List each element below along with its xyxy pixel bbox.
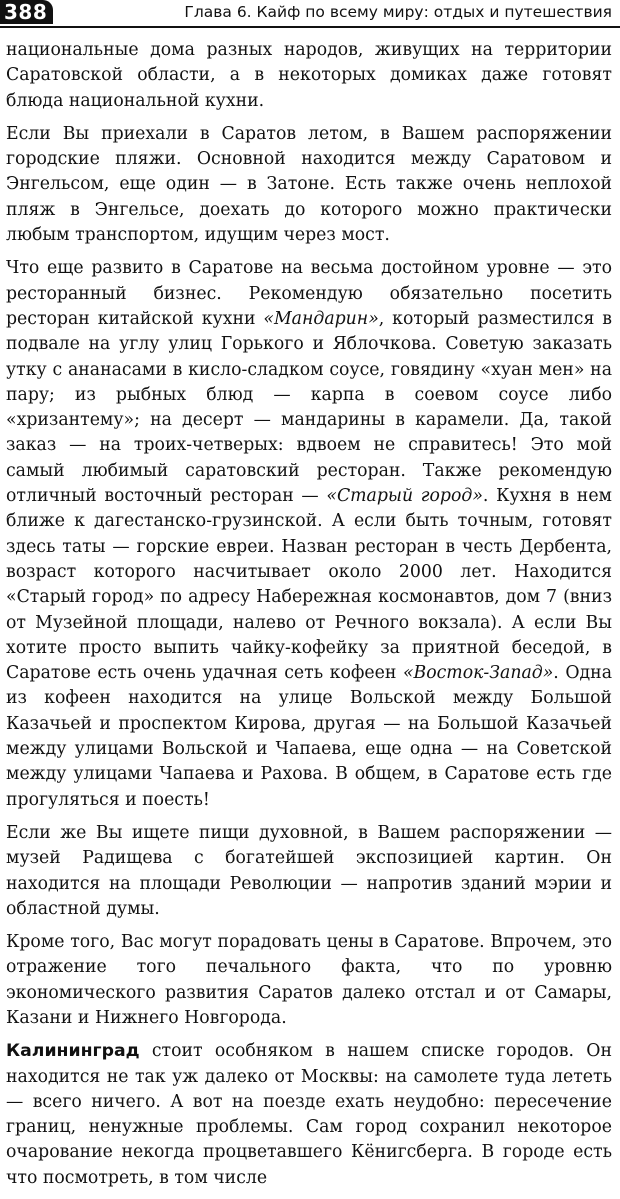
restaurant-name-mandarin: «Мандарин» — [263, 308, 379, 329]
paragraph-6 — [6, 1039, 612, 1191]
paragraph-3-text-3: . Кухня в нем ближе к дагестанско-грузинской. А если быть точным, готовят здесь таты — горские евреи. Назван ресторан в честь Дербента, возраст которого насчитывает около 2000 лет. Находится «Старый город» по адресу Набережная космонавтов, дом 7 (вниз от Музейной площади, налево от Речного вокзала). А если Вы хотите просто выпить чайку-кофейку за приятной беседой, в Саратове есть очень удачная сеть кофеен — [6, 486, 612, 684]
paragraph-2: Если Вы приехали в Саратов летом, в Вашем распоряжении городские пляжи. Основной находится между Саратовом и Энгельсом, еще один — в Затоне. Есть также очень неплохой пляж в Энгельсе, доехать до которого можно практически любым транспортом, идущим через мост. — [6, 123, 612, 246]
restaurant-name-stary-gorod: «Старый город» — [326, 486, 483, 507]
body-text — [6, 38, 612, 1199]
paragraph-3-text-1: Что еще развито в Саратове на весьма достойном уровне — это ресторанный бизнес. Рекомендую обязательно посетить ресторан китайской кухни — [6, 258, 612, 329]
paragraph-3 — [6, 256, 612, 813]
page-header — [0, 0, 620, 28]
paragraph-6-text-1: стоит особняком в нашем списке городов. Он находится не так уж далеко от Москвы: на самолете туда лететь — всего ничего. А вот на поезде ехать неудобно: пересечение границ, ненужные проблемы. Сам город сохранил некоторое очарование некогда процветавшего Кёнигсберга. В городе есть что посмотреть, в том числе — [6, 1041, 612, 1188]
cafe-name-vostok-zapad: «Восток-Запад» — [402, 663, 554, 684]
page-number: 388 — [0, 0, 53, 24]
paragraph-4: Если же Вы ищете пищи духовной, в Вашем распоряжении — музей Радищева с богатейшей экспозицией картин. Он находится на площади Революции — напротив зданий мэрии и областной думы. — [6, 822, 612, 919]
paragraph-1: национальные дома разных народов, живущих на территории Саратовской области, а в некоторых домиках даже готовят блюда национальной кухни. — [6, 40, 612, 111]
running-title: Глава 6. Кайф по всему миру: отдых и путешествия — [184, 3, 612, 21]
city-name-kaliningrad: Калининград — [6, 1041, 140, 1062]
paragraph-3-text-4: . Одна из кофеен находится на улице Вольской между Большой Казачьей и проспектом Кирова, другая — на Большой Казачьей между улицами Вольской и Чапаева, еще одна — на Советской между улицами Чапаева и Рахова. В общем, в Саратове есть где прогуляться и поесть! — [6, 663, 612, 810]
paragraph-3-text-2: , который разместился в подвале на углу улиц Горького и Яблочкова. Советую заказать утку с ананасами в кисло-сладком соусе, говядину «хуан мен» на пару; из рыбных блюд — карпа в соевом соусе либо «хризантему»; на десерт — мандарины в карамели. Да, такой заказ — на троих-четверых: вдвоем не справитесь! Это мой самый любимый саратовский ресторан. Также рекомендую отличный восточный ресторан — — [6, 308, 612, 507]
paragraph-5: Кроме того, Вас могут порадовать цены в Саратове. Впрочем, это отражение того печального факта, что по уровню экономического развития Саратов далеко отстал и от Самары, Казани и Нижнего Новгорода. — [6, 932, 612, 1028]
